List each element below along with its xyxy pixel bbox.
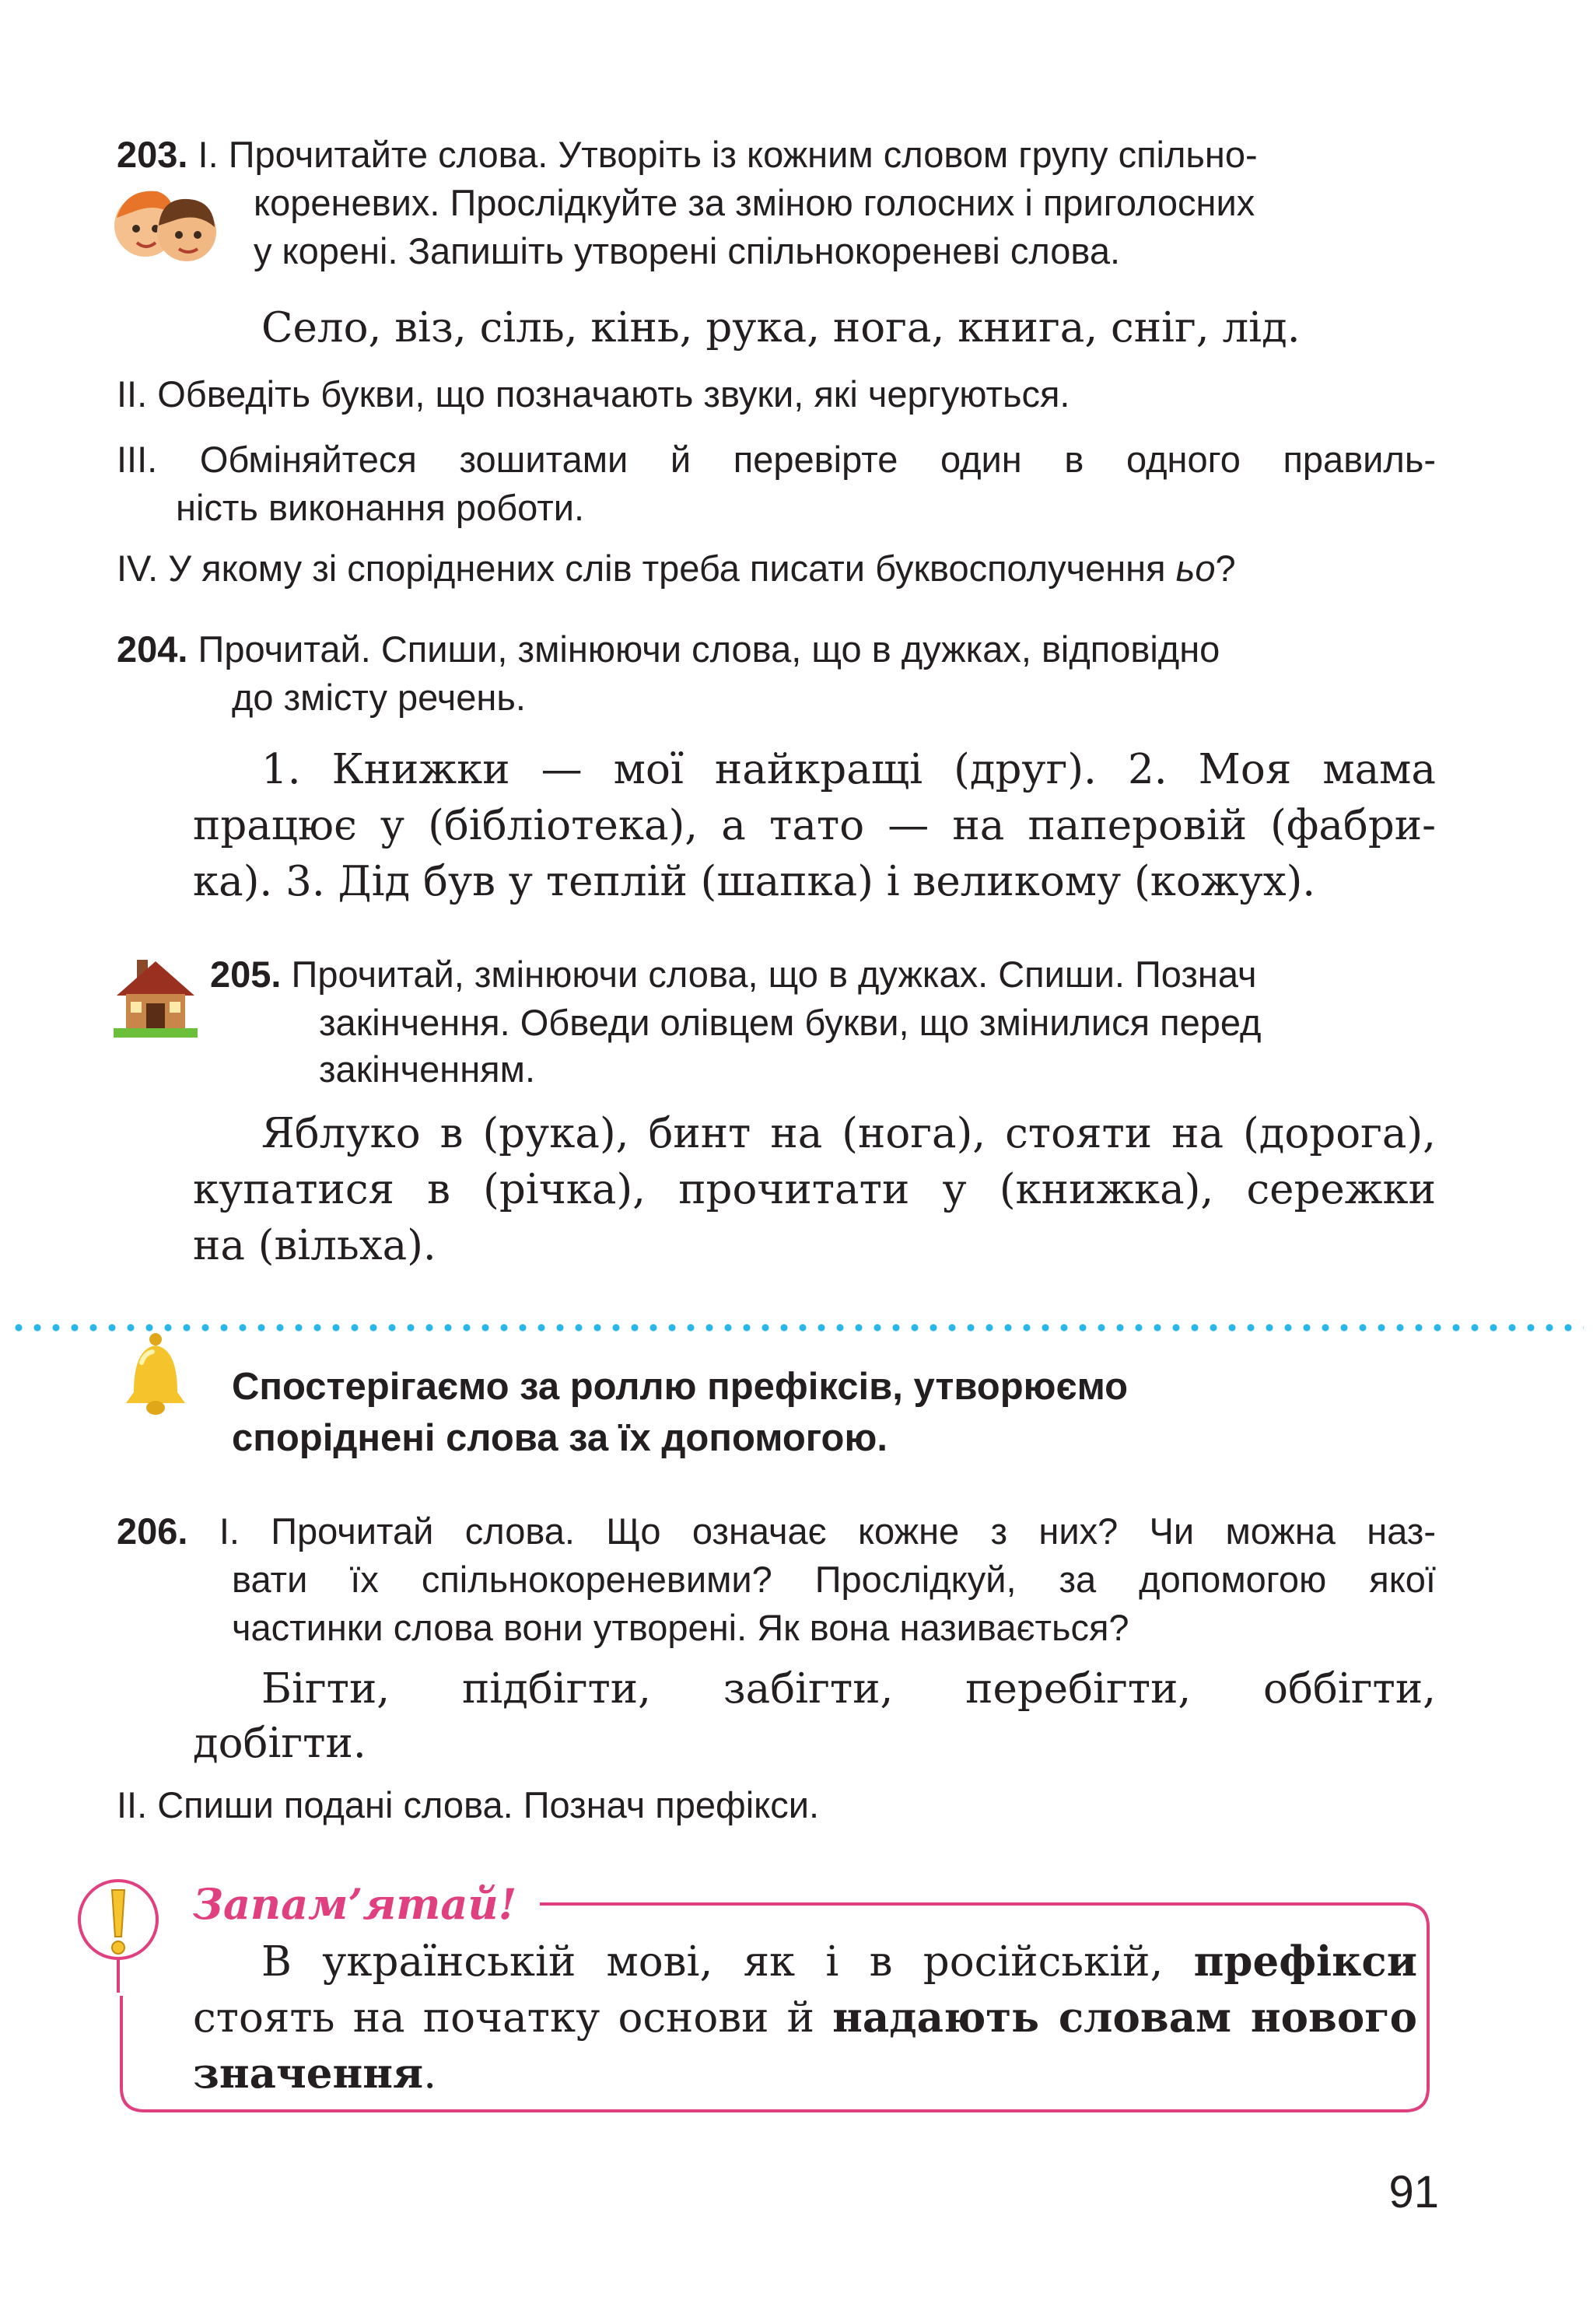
rule-text-line2 — [193, 1990, 1417, 2046]
rule-title: Запам’ятай! — [193, 1879, 517, 1929]
roman-numeral: І. — [198, 134, 219, 175]
task4-letter-combination: ьо — [1175, 548, 1216, 589]
rule-text-line1 — [261, 1934, 1417, 1990]
section-heading-line1: Спостерігаємо за роллю префіксів, утворюємо — [232, 1366, 1129, 1408]
ex206-task2: ІІ. Спиши подані слова. Познач префікси. — [117, 1784, 820, 1825]
ex205-instruction-line1 — [210, 950, 1439, 999]
ex206-words-line2: добігти. — [193, 1720, 366, 1767]
exclamation-icon — [75, 1876, 162, 1993]
ex204-text-line3: ка). 3. Дід був у теплій (шапка) і великому (кожух). — [193, 858, 1316, 905]
ex203-task2: ІІ. Обведіть букви, що позначають звуки, які чергуються. — [117, 373, 1070, 415]
instruction-text: Прочитай слова. Що означає кожне з них? Чи можна наз- — [271, 1510, 1437, 1552]
ex203-words: Село, віз, сіль, кінь, рука, нога, книга, сніг, лід. — [261, 304, 1301, 352]
rule-keyword-meaning-end: значення — [193, 2049, 424, 2098]
ex204-instruction-line1 — [117, 625, 1439, 674]
dotted-divider — [9, 1322, 1584, 1333]
ex203-task3-line2: ність виконання роботи. — [176, 487, 585, 528]
rule-text: В українській мові, як і в російській, — [261, 1938, 1194, 1986]
ex205-text-line2: купатися в (річка), прочитати у (книжка), сережки — [193, 1166, 1436, 1213]
ex205-text-line3: на (вільха). — [193, 1222, 436, 1269]
exercise-number: 204. — [117, 628, 188, 670]
task4-question-mark: ? — [1215, 548, 1236, 589]
rule-text-line3 — [193, 2046, 1417, 2102]
instruction-text: Прочитайте слова. Утворіть із кожним словом групу спільно- — [228, 134, 1258, 175]
ex204-text-line2: працює у (бібліотека), а тато — на паперовій (фабри- — [193, 802, 1436, 849]
roman-numeral: І. — [219, 1510, 240, 1552]
exercise-number: 205. — [210, 954, 282, 995]
ex204-instruction-line2: до змісту речень. — [232, 677, 526, 718]
rule-keyword-meaning: надають словам нового — [832, 1993, 1417, 2042]
instruction-text: Прочитай. Спиши, змінюючи слова, що в дужках, відповідно — [198, 628, 1220, 670]
ex203-kids-icon — [110, 180, 221, 266]
ex206-instruction-line3: частинки слова вони утворені. Як вона називається? — [232, 1607, 1129, 1648]
ex205-text-line1: Яблуко в (рука), бинт на (нога), стояти на (дорога), — [261, 1110, 1436, 1157]
task4-text: ІV. У якому зі споріднених слів треба писати буквосполучення — [117, 548, 1176, 589]
ex206-words-line1: Бігти, підбігти, забігти, перебігти, оббігти, — [261, 1665, 1436, 1713]
exercise-number: 203. — [117, 134, 188, 175]
ex203-task4 — [117, 544, 1455, 593]
ex206-instruction-line1 — [117, 1507, 1436, 1556]
bell-icon — [118, 1332, 193, 1419]
rule-text: стоять на початку основи й — [193, 1994, 833, 2042]
rule-keyword-prefixes: префікси — [1193, 1937, 1417, 1986]
ex203-task3-line1: ІІІ. Обміняйтеся зошитами й перевірте один в одного правиль- — [117, 439, 1436, 480]
instruction-text: Прочитай, змінюючи слова, що в дужках. Спиши. Познач — [291, 954, 1257, 995]
ex206-instruction-line2: вати їх спільнокореневими? Прослідкуй, за допомогою якої — [232, 1559, 1436, 1600]
exercise-number: 206. — [117, 1510, 188, 1552]
ex203-instruction-line1 — [117, 131, 1423, 179]
ex205-house-icon — [114, 954, 198, 1038]
rule-text-period: . — [423, 2050, 437, 2098]
page-number: 91 — [1388, 2167, 1439, 2217]
section-heading-line2: споріднені слова за їх допомогою. — [232, 1417, 888, 1459]
ex203-instruction-line3: у корені. Запишіть утворені спільнокореневі слова. — [254, 230, 1121, 271]
ex205-instruction-line2: закінчення. Обведи олівцем букви, що змінилися перед — [319, 1002, 1262, 1043]
ex205-instruction-line3: закінченням. — [319, 1048, 536, 1090]
ex203-instruction-line2: кореневих. Прослідкуйте за зміною голосних і приголосних — [254, 182, 1255, 223]
ex204-text-line1: 1. Книжки — мої найкращі (друг). 2. Моя мама — [261, 746, 1436, 793]
